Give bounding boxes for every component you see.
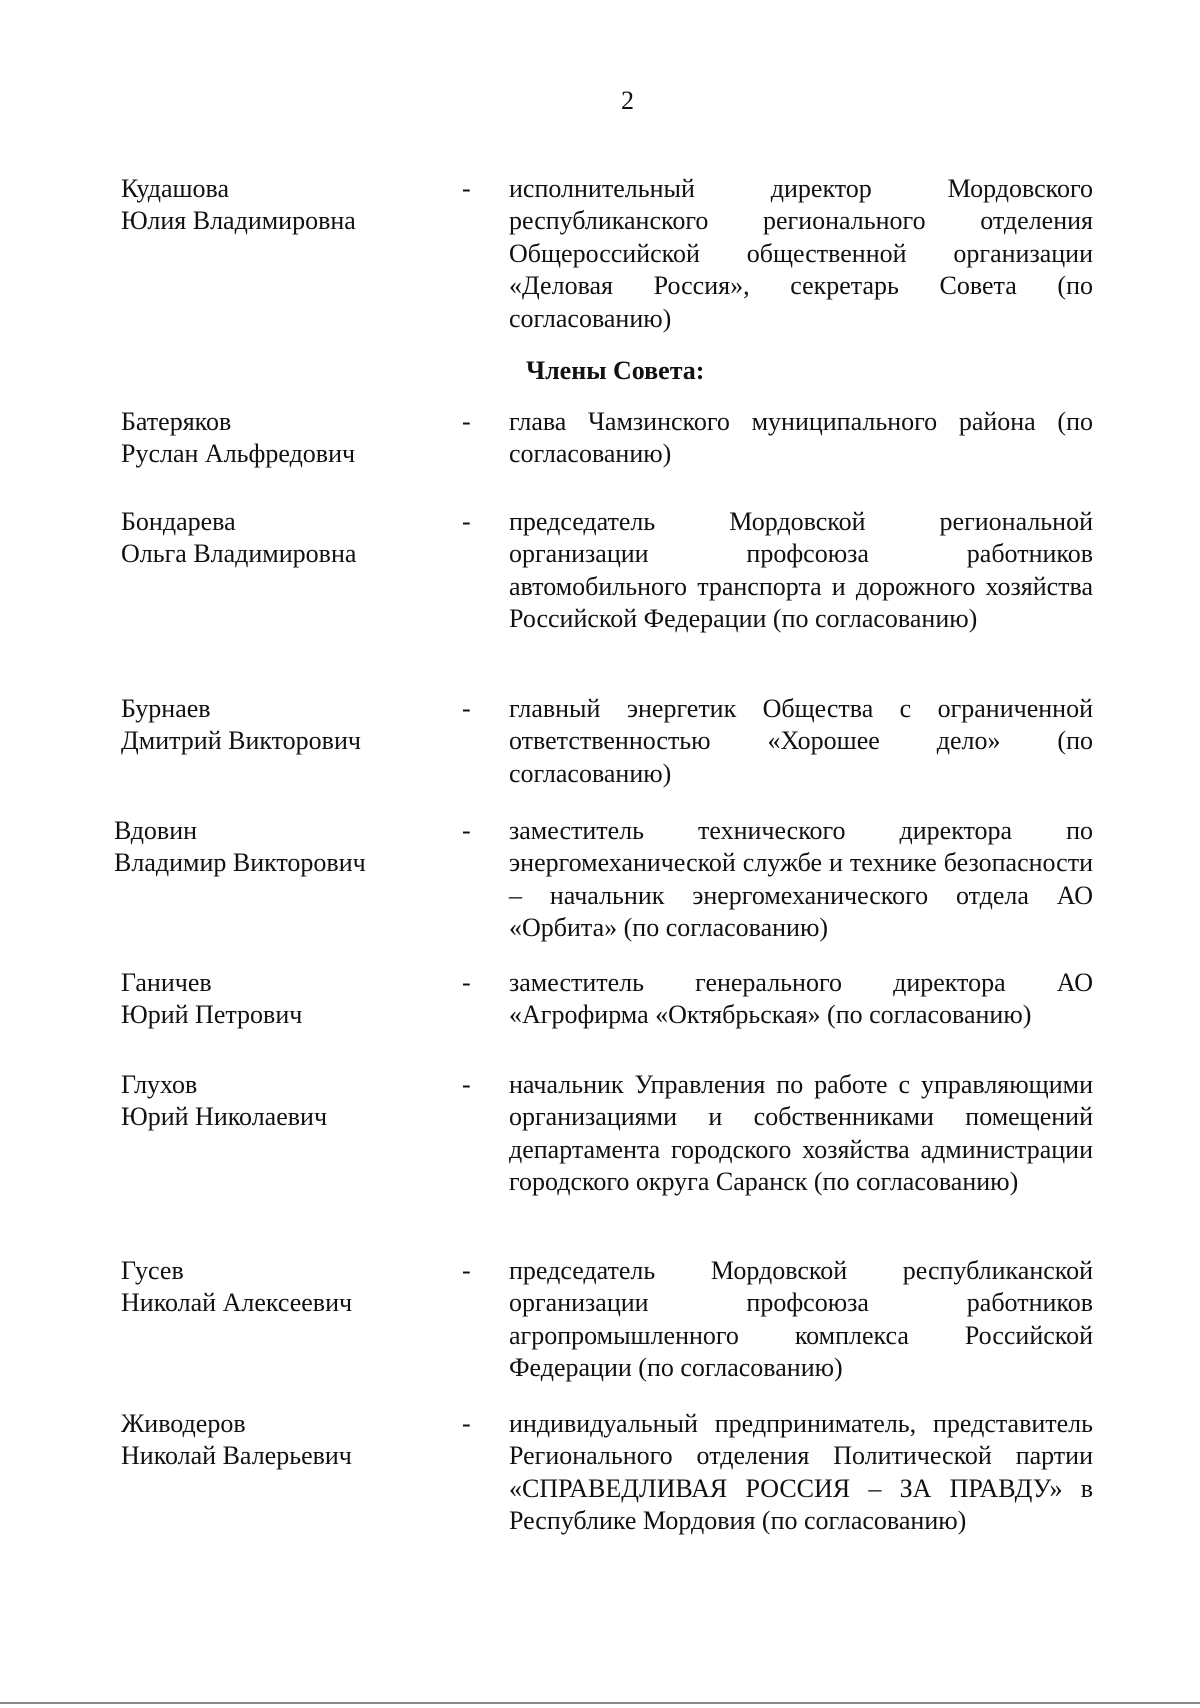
role-description: заместитель технического директора по энергомеханической службе и технике безопасности – начальник энергомеханического отдела АО «Орбита» (по согласованию): [509, 816, 1093, 943]
surname: Бурнаев: [121, 694, 211, 723]
person-name: [121, 406, 451, 470]
given-names: Дмитрий Викторович: [121, 726, 361, 755]
dash-separator: -: [462, 1256, 471, 1285]
dash-separator: -: [462, 174, 471, 203]
role-description: председатель Мордовской региональной организации профсоюза работников автомобильного транспорта и дорожного хозяйства Российской Федерации (по согласованию): [509, 507, 1093, 634]
role-description: начальник Управления по работе с управляющими организациями и собственниками помещений департамента городского хозяйства администрации городского округа Саранск (по согласованию): [509, 1070, 1093, 1197]
role-description: председатель Мордовской республиканской организации профсоюза работников агропромышленного комплекса Российской Федерации (по согласованию): [509, 1256, 1093, 1383]
given-names: Юрий Николаевич: [121, 1102, 328, 1131]
surname: Живодеров: [121, 1409, 246, 1438]
dash-separator: -: [462, 1070, 471, 1099]
person-name: [121, 693, 451, 757]
given-names: Руслан Альфредович: [121, 439, 356, 468]
person-name: [121, 1255, 451, 1319]
dash-separator: -: [462, 507, 471, 536]
dash-separator: -: [462, 816, 471, 845]
surname: Кудашова: [121, 174, 230, 203]
members-heading: Члены Совета:: [526, 356, 705, 385]
given-names: Ольга Владимировна: [121, 539, 357, 568]
bottom-edge-rule: [0, 1702, 1200, 1704]
surname: Батеряков: [121, 407, 232, 436]
surname: Ганичев: [121, 968, 212, 997]
page-number: 2: [621, 86, 634, 115]
given-names: Николай Алексеевич: [121, 1288, 353, 1317]
surname: Бондарева: [121, 507, 236, 536]
surname: Вдовин: [114, 816, 198, 845]
dash-separator: -: [462, 968, 471, 997]
person-name: [121, 506, 451, 570]
role-description: глава Чамзинского муниципального района (по согласованию): [509, 407, 1093, 469]
given-names: Владимир Викторович: [114, 848, 366, 877]
given-names: Юрий Петрович: [121, 1000, 303, 1029]
given-names: Юлия Владимировна: [121, 206, 356, 235]
person-name: [121, 967, 451, 1031]
person-name: [121, 1408, 451, 1472]
person-name: [121, 173, 451, 237]
role-description: заместитель генерального директора АО «Агрофирма «Октябрьская» (по согласованию): [509, 968, 1093, 1030]
person-name: [114, 815, 444, 879]
dash-separator: -: [462, 407, 471, 436]
given-names: Николай Валерьевич: [121, 1441, 352, 1470]
role-description: исполнительный директор Мордовского республиканского регионального отделения Общероссийской общественной организации «Деловая Россия», секретарь Совета (по согласованию): [509, 174, 1093, 333]
person-name: [121, 1069, 451, 1133]
surname: Гусев: [121, 1256, 184, 1285]
dash-separator: -: [462, 694, 471, 723]
dash-separator: -: [462, 1409, 471, 1438]
surname: Глухов: [121, 1070, 198, 1099]
role-description: индивидуальный предприниматель, представитель Регионального отделения Политической партии «СПРАВЕДЛИВАЯ РОССИЯ – ЗА ПРАВДУ» в Республике Мордовия (по согласованию): [509, 1409, 1093, 1536]
role-description: главный энергетик Общества с ограниченной ответственностью «Хорошее дело» (по согласованию): [509, 694, 1093, 788]
